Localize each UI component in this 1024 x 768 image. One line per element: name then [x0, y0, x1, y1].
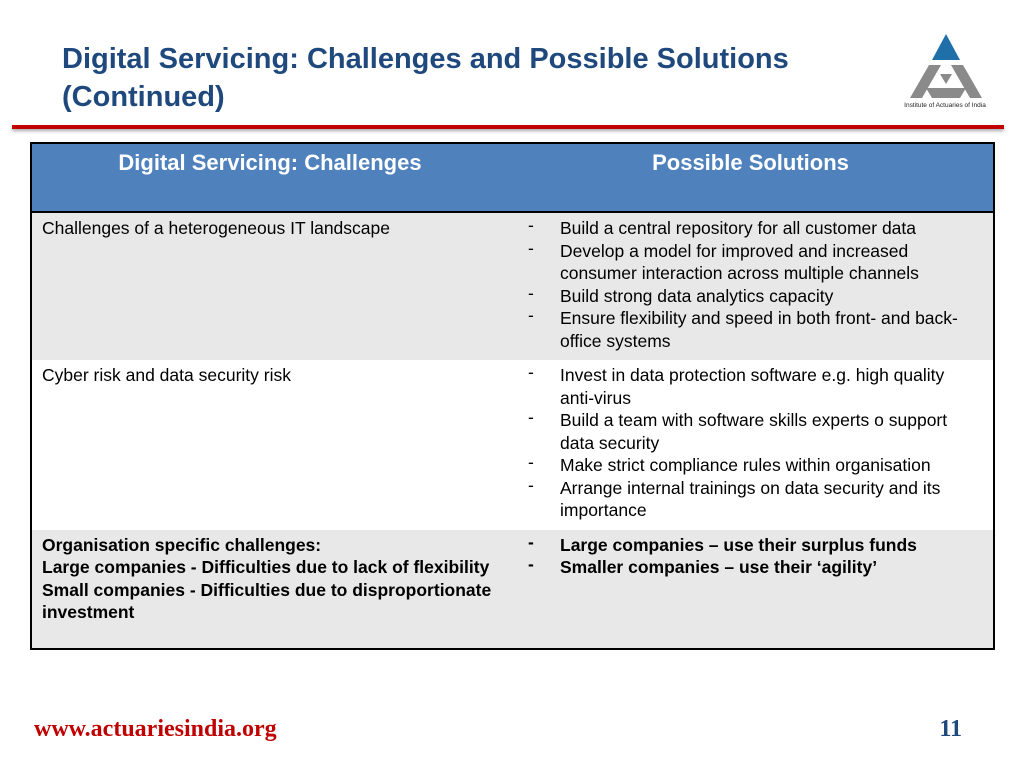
solutions-cell: [508, 530, 994, 649]
solution-text: Large companies – use their surplus funds: [560, 534, 917, 555]
solution-text: Smaller companies – use their ‘agility’: [560, 557, 878, 577]
table-row: [31, 212, 994, 360]
solution-text: Invest in data protection software e.g. high quality anti-virus: [560, 365, 945, 408]
solution-item: [518, 409, 983, 454]
bullet-dash: -: [528, 305, 534, 325]
challenge-text: Cyber risk and data security risk: [42, 365, 291, 385]
solution-text: Ensure flexibility and speed in both front- and back-office systems: [560, 308, 958, 351]
solution-item: [518, 307, 983, 352]
solution-item: [518, 282, 983, 308]
solution-item: [518, 531, 983, 557]
challenge-cell: [31, 360, 508, 530]
solution-text: Develop a model for improved and increased consumer interaction across multiple channels: [560, 240, 919, 283]
solution-text: Build a central repository for all customer data: [560, 218, 916, 238]
solution-item: [518, 454, 983, 477]
challenge-text: Large companies - Difficulties due to lack of flexibility: [42, 557, 490, 577]
solutions-cell: [508, 360, 994, 530]
bullet-dash: -: [528, 215, 534, 235]
table-header-row: [31, 143, 994, 212]
bullet-dash: -: [528, 282, 534, 303]
slide-title-line-2: (Continued): [62, 81, 225, 113]
solution-item: [518, 474, 983, 522]
footer-website-link[interactable]: www.actuariesindia.org: [34, 716, 277, 742]
bullet-dash: -: [528, 362, 534, 382]
bullet-dash: -: [528, 407, 534, 427]
bullet-dash: -: [528, 474, 534, 495]
solution-text: Arrange internal trainings on data security and its importance: [560, 477, 941, 520]
challenges-solutions-table: [30, 142, 995, 650]
slide-title-line-1: Digital Servicing: Challenges and Possible Solutions: [62, 43, 789, 75]
challenge-text: Small companies - Difficulties due to disproportionate investment: [42, 579, 492, 622]
table-row: [31, 530, 994, 649]
bullet-dash: -: [528, 452, 534, 472]
solution-item: [518, 217, 983, 240]
challenge-text: Organisation specific challenges:: [42, 534, 322, 555]
logo-caption: Institute of Actuaries of India: [904, 102, 986, 109]
bullet-dash: -: [528, 531, 534, 552]
challenge-cell: [31, 530, 508, 649]
solution-text: Build a team with software skills experts o support data security: [560, 410, 948, 453]
bullet-dash: -: [528, 237, 534, 258]
title-divider: [12, 125, 1004, 129]
slide-title: [62, 40, 882, 116]
solutions-cell: [508, 212, 994, 360]
solution-item: [518, 364, 983, 409]
bullet-dash: -: [528, 554, 534, 574]
header-solutions: Possible Solutions: [508, 143, 994, 212]
challenge-text: Challenges of a heterogeneous IT landscape: [42, 218, 390, 238]
solution-text: Make strict compliance rules within organisation: [560, 455, 931, 475]
table-row: [31, 360, 994, 530]
challenge-cell: [31, 212, 508, 360]
page-number: 11: [939, 716, 962, 742]
solution-item: [518, 237, 983, 285]
solution-text: Build strong data analytics capacity: [560, 285, 834, 306]
header-challenges: Digital Servicing: Challenges: [31, 143, 508, 212]
solution-item: [518, 556, 983, 579]
